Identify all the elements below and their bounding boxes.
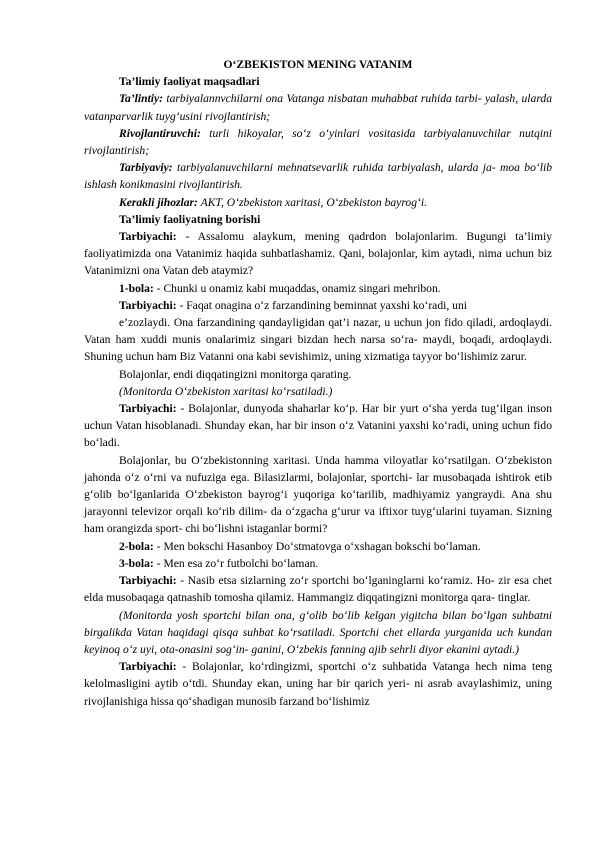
goal-developing — [84, 125, 552, 159]
dialog-line — [84, 572, 552, 606]
speaker-label: Tarbiyachi: — [119, 230, 177, 244]
dialog-line — [84, 400, 552, 452]
stage-note: (Monitorda yosh sportchi bilan ona, g‘olib bo‘lib kelgan yigitcha bilan bo‘lgan suhbatni birgalikda Vatan haqidagi qisqa suhbat ko‘rsatiladi. Sportchi chet ellarda yurganida uch kundan keyinoq o‘z uyi, ota-onasini sog‘in- ganini, O‘zbekis fanning ajib sehrli diyor ekanini aytadi.) — [84, 608, 552, 656]
dialog-text: - Men esa zo‘r futbolchi bo‘laman. — [153, 556, 319, 570]
goal-label: Rivojlantiruvchi: — [119, 126, 201, 140]
dialog-text: - Assalomu alaykum, mening qadrdon bolajonlarim. Bugungi ta’limiy faoliyatimizda ona Vatanimiz haqida suhbatlashamiz. Qani, bolajonlar, kim aytadi, nima uchun biz Vatanimizni ona Vatan deb ataymiz? — [84, 230, 552, 278]
goal-educational — [84, 90, 552, 124]
dialog-text: - Bolajonlar, dunyoda shaharlar ko‘p. Har bir yurt o‘sha yerda tug‘ilgan inson uchun Vatan hisoblanadi. Shunday ekan, har bir inson o‘z Vatanini yaxshi ko‘radi, uning uchun fido bo‘ladi. — [84, 402, 552, 450]
page-title: O‘ZBEKISTON MENING VATANIM — [223, 58, 413, 71]
required-equipment — [84, 194, 552, 211]
body-paragraph: e’zozlaydi. Ona farzandining qandayligidan qat’i nazar, u uchun jon fido qiladi, ardoqlaydi. Vatan ham xuddi munis onalarimiz singari bizdan hech narsa so‘ra- maydi, boqadi, ardoqlaydi. Shuning uchun ham Biz Vatanni ona kabi sevishimiz, uning xizmatiga tayyor bo‘lishimiz zarur. — [84, 316, 552, 364]
dialog-line — [84, 658, 552, 710]
stage-note: (Monitorda O‘zbekiston xaritasi ko‘rsatiladi.) — [119, 384, 333, 398]
dialog-line — [84, 228, 552, 280]
goals-heading: Ta’limiy faoliyat maqsadlari — [119, 75, 260, 89]
speaker-label: Tarbiyachi: — [119, 660, 177, 674]
goal-text: turli hikoyalar, so‘z o‘yinlari vositasida tarbiyalanuvchilar nutqini rivojlantirish; — [84, 126, 552, 158]
dialog-line — [84, 555, 552, 572]
document-page — [84, 56, 552, 710]
goal-text: tarbiyalanuvchilarni mehnatsevarlik ruhida tarbiyalash, ularda ja- moa bo‘lib ishlash konikmasini rivojlantirish. — [84, 161, 552, 192]
dialog-line — [84, 538, 552, 555]
process-heading: Ta’limiy faoliyatning borishi — [119, 212, 261, 226]
speaker-label: Tarbiyachi: — [119, 298, 177, 312]
goal-label: Tarbiyaviy: — [119, 161, 173, 175]
dialog-text: - Nasib etsa sizlarning zo‘r sportchi bo‘lganinglarni ko‘ramiz. Ho- zir esa chet elda musobaqaga qatnashib tomosha qilamiz. Hammangiz diqqatingizni monitorga qara- tinglar. — [84, 574, 552, 605]
dialog-text: - Men bokschi Hasanboy Do‘stmatovga o‘xshagan bokschi bo‘laman. — [153, 539, 481, 553]
speaker-label: Tarbiyachi: — [119, 402, 177, 416]
speaker-label: 3-bola: — [119, 556, 154, 570]
speaker-label: Tarbiyachi: — [119, 574, 177, 588]
dialog-text: - Faqat onagina o‘z farzandining beminnat yaxshi ko‘radi, uni — [176, 298, 467, 312]
goal-text: AKT, O‘zbekiston xaritasi, O‘zbekiston bayrog‘i. — [197, 195, 427, 209]
goal-upbringing — [84, 159, 552, 193]
dialog-text: - Chunki u onamiz kabi muqaddas, onamiz singari mehribon. — [153, 281, 441, 295]
body-paragraph: Bolajonlar, bu O‘zbekistonning xaritasi. Unda hamma viloyatlar ko‘rsatilgan. O‘zbekiston jahonda o‘z o‘rni va nufuziga ega. Bilasizlarmi, bolajonlar, sportchi- lar musobaqada ishtirok etib g‘olib bo‘lganlarida O‘zbekiston bayrog‘i yuqoriga ko‘tarilib, madhiyamiz yangraydi. Ana shu jarayonni televizor orqali ko‘rib dilim- da o‘zgacha g‘urur va iftixor tuyg‘ularini tuyaman. Sizning ham orangizda sport- chi bo‘lishni istaganlar bormi? — [84, 453, 552, 536]
speaker-label: 2-bola: — [119, 539, 154, 553]
goal-text: tarbiyalannvchilarni ona Vatanga nisbatan muhabbat ruhida tarbi- yalash, ularda vatanparvarlik tuyg‘usini rivojlantirish; — [84, 92, 552, 123]
goal-label: Kerakli jihozlar: — [119, 195, 198, 209]
dialog-text: - Bolajonlar, ko‘rdingizmi, sportchi o‘z suhbatida Vatanga hech nima teng kelolmasligini aytib o‘tdi. Shunday ekan, uning har bir qarich yeri- ni asrab avaylashimiz, uning rivojlanishiga hissa qo‘shadigan munosib farzand bo‘lishimiz — [84, 660, 552, 708]
dialog-line — [84, 297, 552, 314]
goal-label: Ta’lintiy: — [119, 92, 164, 106]
speaker-label: 1-bola: — [119, 281, 154, 295]
body-paragraph: Bolajonlar, endi diqqatingizni monitorga qarating. — [119, 367, 352, 381]
dialog-line — [84, 280, 552, 297]
